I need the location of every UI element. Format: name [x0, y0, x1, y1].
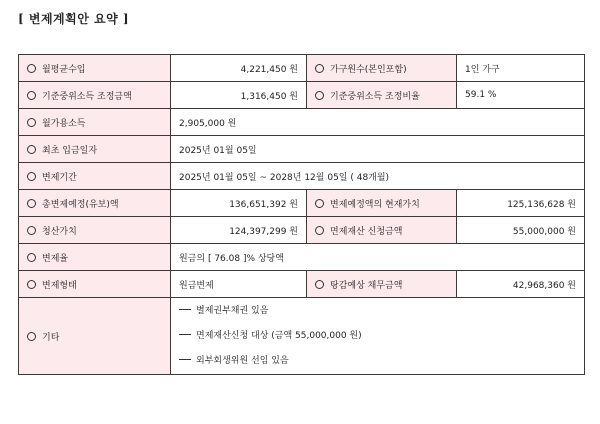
- table-row: [19, 109, 585, 136]
- circle-icon: [27, 172, 36, 181]
- table-row: [19, 190, 585, 217]
- label-cell: 변제형태: [19, 271, 171, 298]
- label-cell: 변제기간: [19, 163, 171, 190]
- value-cell: 136,651,392 원: [171, 190, 307, 217]
- value-cell: 1인 가구: [457, 55, 585, 82]
- circle-icon: [315, 199, 324, 208]
- circle-icon: [315, 280, 324, 289]
- value-cell: 59.1 %: [457, 82, 585, 109]
- circle-icon: [315, 64, 324, 73]
- value-cell: 2025년 01월 05일: [171, 136, 585, 163]
- table-row: [19, 271, 585, 298]
- label-cell: 면제재산 신청금액: [307, 217, 457, 244]
- circle-icon: [27, 118, 36, 127]
- label-cell: 월평균수입: [19, 55, 171, 82]
- value-cell: 55,000,000 원: [457, 217, 585, 244]
- label-cell: 청산가치: [19, 217, 171, 244]
- table-row: [19, 163, 585, 190]
- value-cell: 2,905,000 원: [171, 109, 585, 136]
- value-cell: 125,136,628 원: [457, 190, 585, 217]
- misc-line: 면제재산신청 대상 (금액 55,000,000 원): [179, 324, 576, 349]
- misc-line: 외부회생위원 선임 있음: [179, 349, 576, 374]
- misc-value-cell: [171, 298, 585, 375]
- label-cell: 기준중위소득 조정금액: [19, 82, 171, 109]
- value-cell: 원금의 [ 76.08 ]% 상당액: [171, 244, 585, 271]
- value-cell: 2025년 01월 05일 ~ 2028년 12월 05일 ( 48개월): [171, 163, 585, 190]
- circle-icon: [27, 332, 36, 341]
- table-row: [19, 55, 585, 82]
- value-cell: 42,968,360 원: [457, 271, 585, 298]
- circle-icon: [27, 199, 36, 208]
- circle-icon: [27, 91, 36, 100]
- value-cell: 4,221,450 원: [171, 55, 307, 82]
- circle-icon: [27, 280, 36, 289]
- label-cell: 최초 입금일자: [19, 136, 171, 163]
- dash-icon: [179, 309, 191, 310]
- table-row: [19, 136, 585, 163]
- circle-icon: [27, 64, 36, 73]
- value-cell: 1,316,450 원: [171, 82, 307, 109]
- circle-icon: [315, 226, 324, 235]
- table-row-misc: [19, 298, 585, 375]
- label-cell: 변제예정액의 현재가치: [307, 190, 457, 217]
- label-cell: 탕감예상 채무금액: [307, 271, 457, 298]
- circle-icon: [27, 253, 36, 262]
- label-cell: 총변제예정(유보)액: [19, 190, 171, 217]
- circle-icon: [27, 145, 36, 154]
- summary-table: [18, 54, 585, 375]
- table-row: [19, 82, 585, 109]
- dash-icon: [179, 359, 191, 360]
- label-cell: 기타: [19, 298, 171, 375]
- label-cell: 월가용소득: [19, 109, 171, 136]
- dash-icon: [179, 334, 191, 335]
- label-cell: 변제율: [19, 244, 171, 271]
- value-cell: 원금변제: [171, 271, 307, 298]
- label-cell: 기준중위소득 조정비율: [307, 82, 457, 109]
- value-cell: 124,397,299 원: [171, 217, 307, 244]
- page-title: [ 변제계획안 요약 ]: [18, 12, 130, 26]
- label-cell: 가구원수(본인포함): [307, 55, 457, 82]
- table-row: [19, 244, 585, 271]
- circle-icon: [27, 226, 36, 235]
- table-row: [19, 217, 585, 244]
- circle-icon: [315, 91, 324, 100]
- misc-line: 별제권부채권 있음: [179, 299, 576, 324]
